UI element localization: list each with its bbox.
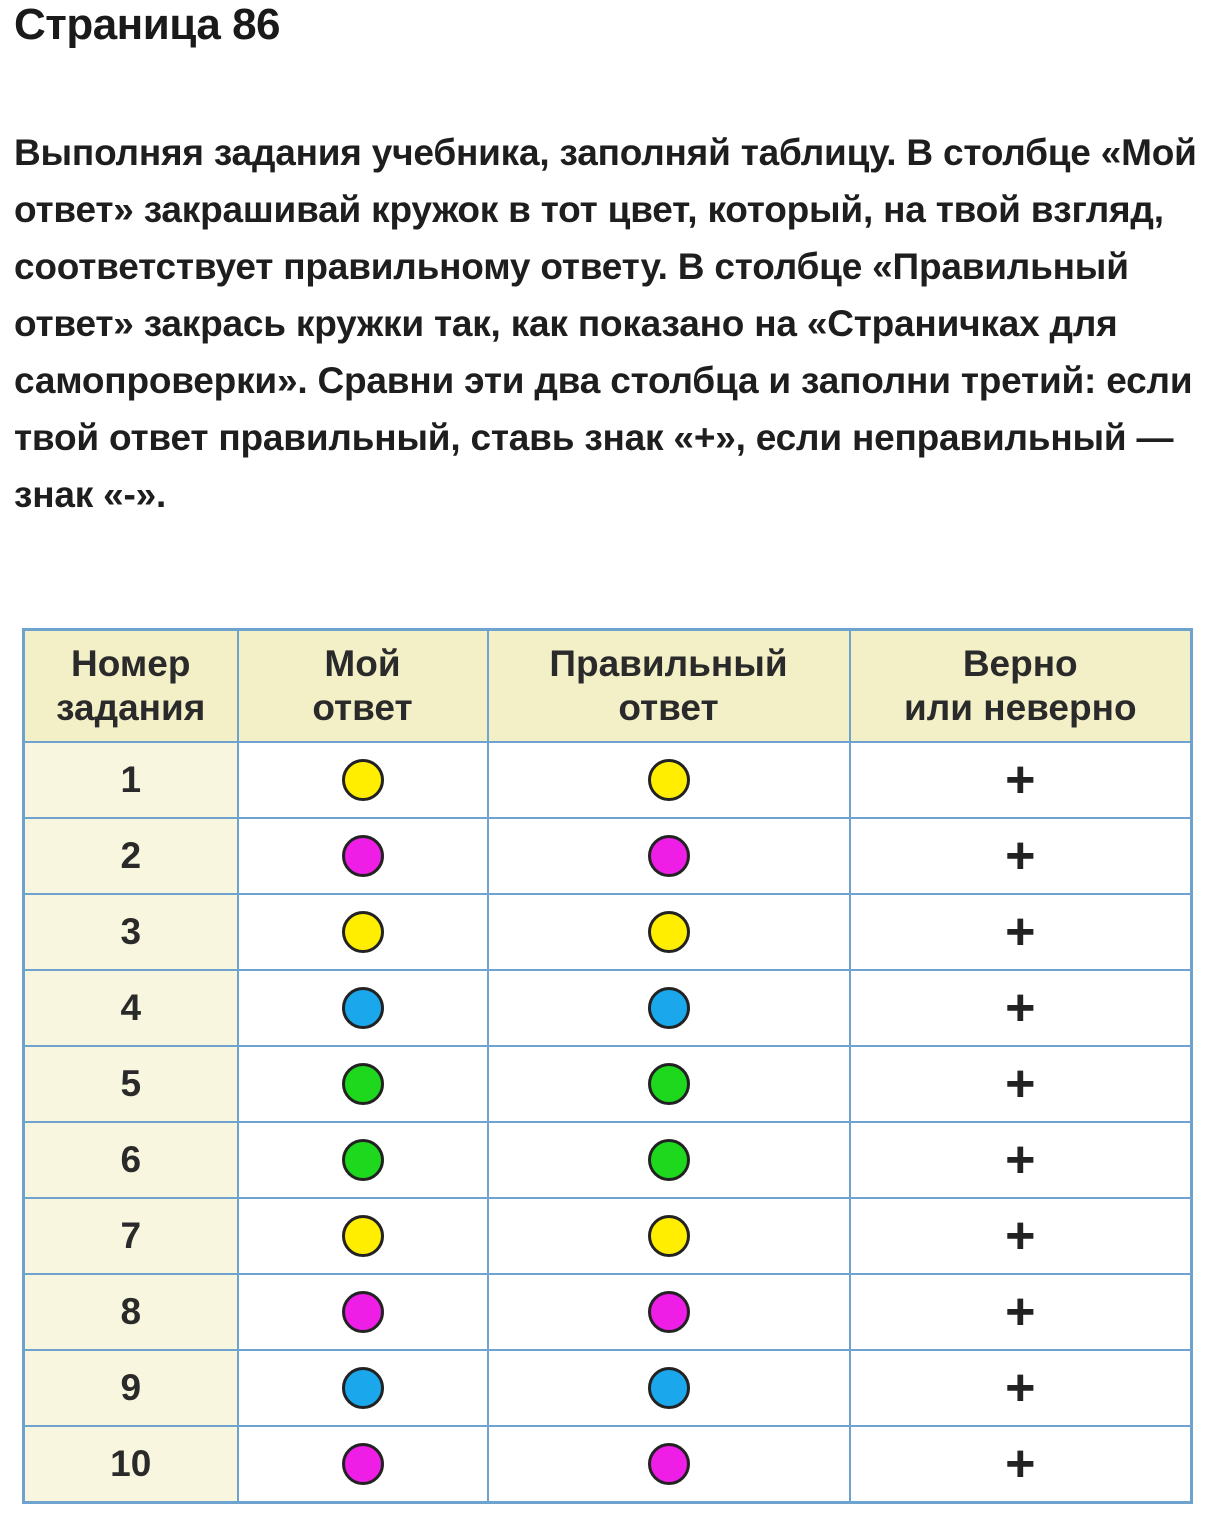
correct-answer-circle-icon[interactable] — [648, 835, 690, 877]
table-row — [24, 742, 1192, 818]
task-number-cell: 5 — [24, 1046, 238, 1122]
table-header-row — [24, 630, 1192, 743]
verdict-cell — [850, 1426, 1192, 1503]
table-row — [24, 1046, 1192, 1122]
header-verdict-line2: или неверно — [903, 687, 1137, 728]
my-answer-circle-icon[interactable] — [342, 1139, 384, 1181]
task-number-cell: 7 — [24, 1198, 238, 1274]
my-answer-circle-icon[interactable] — [342, 911, 384, 953]
my-answer-cell — [238, 1046, 488, 1122]
verdict-plus-mark: + — [1005, 827, 1036, 885]
my-answer-circle-icon[interactable] — [342, 835, 384, 877]
task-number-cell: 1 — [24, 742, 238, 818]
correct-answer-circle-icon[interactable] — [648, 1443, 690, 1485]
my-answer-circle-icon[interactable] — [342, 1443, 384, 1485]
my-answer-cell — [238, 894, 488, 970]
correct-answer-cell — [488, 970, 850, 1046]
my-answer-circle-icon[interactable] — [342, 1367, 384, 1409]
table-row — [24, 1198, 1192, 1274]
verdict-plus-mark: + — [1005, 1055, 1036, 1113]
correct-answer-cell — [488, 742, 850, 818]
verdict-cell — [850, 818, 1192, 894]
table-row — [24, 818, 1192, 894]
self-check-table — [22, 628, 1193, 1504]
correct-answer-circle-icon[interactable] — [648, 911, 690, 953]
my-answer-cell — [238, 1198, 488, 1274]
verdict-plus-mark: + — [1005, 751, 1036, 809]
table-row — [24, 1350, 1192, 1426]
verdict-plus-mark: + — [1005, 1131, 1036, 1189]
verdict-plus-mark: + — [1005, 1207, 1036, 1265]
verdict-cell — [850, 1350, 1192, 1426]
my-answer-circle-icon[interactable] — [342, 759, 384, 801]
my-answer-circle-icon[interactable] — [342, 1063, 384, 1105]
task-number-cell: 6 — [24, 1122, 238, 1198]
my-answer-cell — [238, 818, 488, 894]
table-row — [24, 1122, 1192, 1198]
correct-answer-cell — [488, 1426, 850, 1503]
verdict-cell — [850, 894, 1192, 970]
task-number-cell: 8 — [24, 1274, 238, 1350]
correct-answer-circle-icon[interactable] — [648, 1291, 690, 1333]
my-answer-circle-icon[interactable] — [342, 1291, 384, 1333]
table-row — [24, 1426, 1192, 1503]
page-title: Страница 86 — [14, 0, 281, 49]
header-task-number — [24, 630, 238, 743]
header-my-answer — [238, 630, 488, 743]
correct-answer-circle-icon[interactable] — [648, 1215, 690, 1257]
header-verdict — [850, 630, 1192, 743]
correct-answer-cell — [488, 818, 850, 894]
verdict-cell — [850, 742, 1192, 818]
my-answer-cell — [238, 970, 488, 1046]
header-task-number-line1: Номер — [71, 643, 191, 684]
correct-answer-cell — [488, 1274, 850, 1350]
header-task-number-line2: задания — [56, 687, 206, 728]
correct-answer-circle-icon[interactable] — [648, 1063, 690, 1105]
header-correct-answer — [488, 630, 850, 743]
correct-answer-cell — [488, 1350, 850, 1426]
my-answer-cell — [238, 1350, 488, 1426]
verdict-cell — [850, 970, 1192, 1046]
task-number-cell: 4 — [24, 970, 238, 1046]
task-number-cell: 9 — [24, 1350, 238, 1426]
table-row — [24, 1274, 1192, 1350]
table-row — [24, 970, 1192, 1046]
correct-answer-cell — [488, 1122, 850, 1198]
my-answer-circle-icon[interactable] — [342, 1215, 384, 1257]
correct-answer-circle-icon[interactable] — [648, 1139, 690, 1181]
my-answer-circle-icon[interactable] — [342, 987, 384, 1029]
my-answer-cell — [238, 1122, 488, 1198]
task-number-cell: 3 — [24, 894, 238, 970]
verdict-plus-mark: + — [1005, 1359, 1036, 1417]
header-correct-answer-line1: Правильный — [549, 643, 788, 684]
my-answer-cell — [238, 1426, 488, 1503]
task-number-cell: 2 — [24, 818, 238, 894]
self-check-table-container — [22, 628, 1190, 1496]
correct-answer-circle-icon[interactable] — [648, 759, 690, 801]
verdict-plus-mark: + — [1005, 979, 1036, 1037]
correct-answer-cell — [488, 894, 850, 970]
header-verdict-line1: Верно — [962, 643, 1078, 684]
verdict-plus-mark: + — [1005, 1283, 1036, 1341]
verdict-plus-mark: + — [1005, 903, 1036, 961]
verdict-cell — [850, 1274, 1192, 1350]
my-answer-cell — [238, 1274, 488, 1350]
header-my-answer-line1: Мой — [324, 643, 401, 684]
header-correct-answer-line2: ответ — [618, 687, 719, 728]
verdict-cell — [850, 1122, 1192, 1198]
verdict-cell — [850, 1198, 1192, 1274]
task-number-cell: 10 — [24, 1426, 238, 1503]
correct-answer-circle-icon[interactable] — [648, 1367, 690, 1409]
table-body — [24, 742, 1192, 1503]
my-answer-cell — [238, 742, 488, 818]
correct-answer-circle-icon[interactable] — [648, 987, 690, 1029]
header-my-answer-line2: ответ — [312, 687, 413, 728]
table-row — [24, 894, 1192, 970]
correct-answer-cell — [488, 1046, 850, 1122]
verdict-cell — [850, 1046, 1192, 1122]
correct-answer-cell — [488, 1198, 850, 1274]
instructions-text: Выполняя задания учебника, заполняй таблицу. В столбце «Мой ответ» закрашивай кружок в тот цвет, который, на твой взгляд, соответствует правильному ответу. В столбце «Правильный ответ» закрась кружки так, как показано на «Страничках для самопроверки». Сравни эти два столбца и заполни третий: если твой ответ правильный, ставь знак «+», если неправильный — знак «-». — [14, 132, 1197, 515]
verdict-plus-mark: + — [1005, 1435, 1036, 1493]
